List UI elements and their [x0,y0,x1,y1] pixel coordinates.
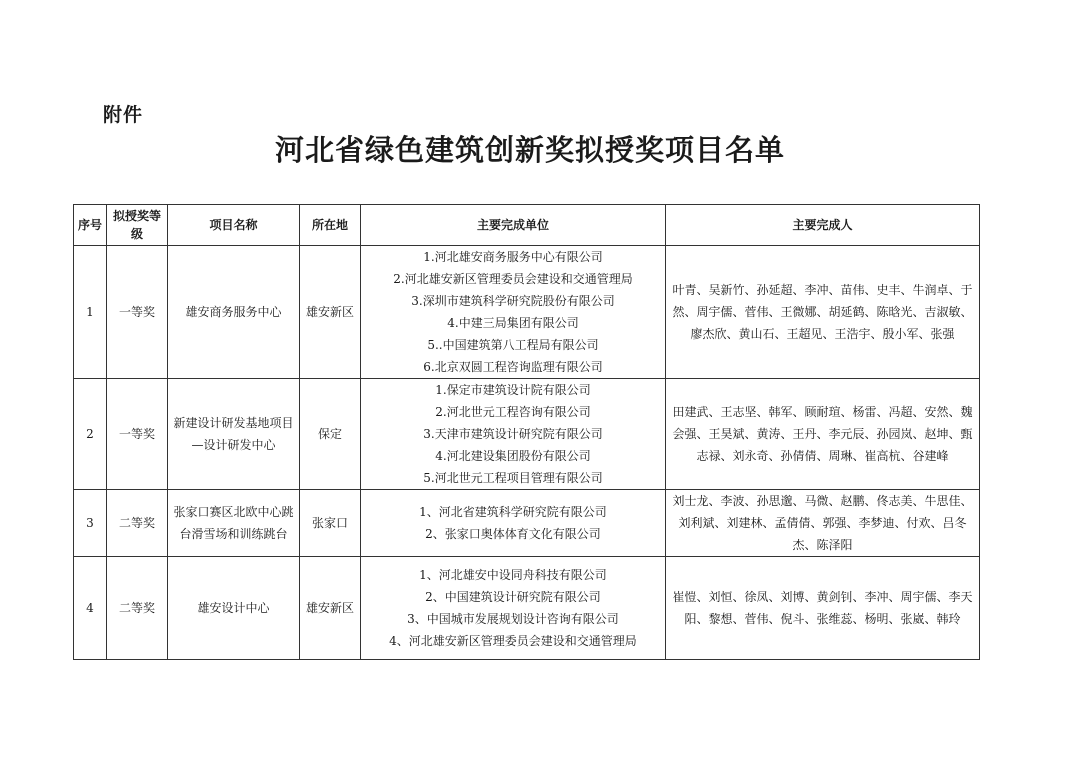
table-row [74,379,980,490]
unit-item: 1.保定市建筑设计院有限公司 [435,383,591,397]
table-row [74,557,980,660]
row-level: 一等奖 [107,379,168,490]
unit-item: 1、河北雄安中设同舟科技有限公司 [419,568,607,582]
table-row [74,246,980,379]
unit-item: 5.河北世元工程项目管理有限公司 [423,471,603,485]
unit-item: 3、中国城市发展规划设计咨询有限公司 [407,612,619,626]
unit-item: 2、中国建筑设计研究院有限公司 [425,590,601,604]
unit-item: 5..中国建筑第八工程局有限公司 [427,338,599,352]
attachment-label: 附件 [103,104,144,126]
document-title: 河北省绿色建筑创新奖拟授奖项目名单 [274,133,785,167]
row-units [361,557,666,660]
unit-item: 6.北京双圆工程咨询监理有限公司 [423,360,603,374]
unit-item: 4、河北雄安新区管理委员会建设和交通管理局 [389,634,637,648]
unit-item: 3.天津市建筑设计研究院有限公司 [423,427,603,441]
table-row [74,490,980,557]
row-project-name: 雄安商务服务中心 [168,246,300,379]
row-seq: 1 [74,246,107,379]
unit-item: 4.中建三局集团有限公司 [447,316,579,330]
row-project-name: 雄安设计中心 [168,557,300,660]
header-level: 拟授奖等级 [107,205,168,246]
unit-item: 2.河北世元工程咨询有限公司 [435,405,591,419]
row-people: 田建武、王志坚、韩军、顾耐瑄、杨雷、冯超、安然、魏会强、王昊斌、黄涛、王丹、李元辰、孙园岚、赵坤、甄志禄、刘永奇、孙倩倩、周琳、崔高杭、谷建峰 [666,379,980,490]
row-people: 叶青、吴新竹、孙延超、李冲、苗伟、史丰、牛润卓、于然、周宇儒、菅伟、王微娜、胡延鹤、陈晗光、吉淑敏、廖杰欣、黄山石、王超见、王浩宇、殷小军、张强 [666,246,980,379]
row-units [361,379,666,490]
row-location: 保定 [300,379,361,490]
table-header-row [74,205,980,246]
header-people: 主要完成人 [666,205,980,246]
row-units [361,246,666,379]
unit-item: 1.河北雄安商务服务中心有限公司 [423,250,603,264]
row-level: 一等奖 [107,246,168,379]
row-seq: 4 [74,557,107,660]
header-seq: 序号 [74,205,107,246]
row-location: 雄安新区 [300,246,361,379]
unit-item: 2.河北雄安新区管理委员会建设和交通管理局 [393,272,633,286]
row-project-name: 新建设计研发基地项目—设计研发中心 [168,379,300,490]
row-location: 雄安新区 [300,557,361,660]
row-level: 二等奖 [107,557,168,660]
header-location: 所在地 [300,205,361,246]
header-name: 项目名称 [168,205,300,246]
row-location: 张家口 [300,490,361,557]
award-table [73,204,980,660]
row-seq: 2 [74,379,107,490]
row-project-name: 张家口赛区北欧中心跳台滑雪场和训练跳台 [168,490,300,557]
unit-item: 2、张家口奥体体育文化有限公司 [425,527,601,541]
header-units: 主要完成单位 [361,205,666,246]
row-level: 二等奖 [107,490,168,557]
row-units [361,490,666,557]
row-seq: 3 [74,490,107,557]
unit-item: 1、河北省建筑科学研究院有限公司 [419,505,607,519]
unit-item: 4.河北建设集团股份有限公司 [435,449,591,463]
row-people: 刘士龙、李波、孙思邈、马微、赵鹏、佟志美、牛思佳、刘利斌、刘建林、孟倩倩、郭强、李梦迪、付欢、吕冬杰、陈泽阳 [666,490,980,557]
unit-item: 3.深圳市建筑科学研究院股份有限公司 [411,294,615,308]
row-people: 崔愷、刘恒、徐凤、刘博、黄剑钊、李冲、周宇儒、李天阳、黎想、菅伟、倪斗、张维蕊、杨明、张崴、韩玲 [666,557,980,660]
